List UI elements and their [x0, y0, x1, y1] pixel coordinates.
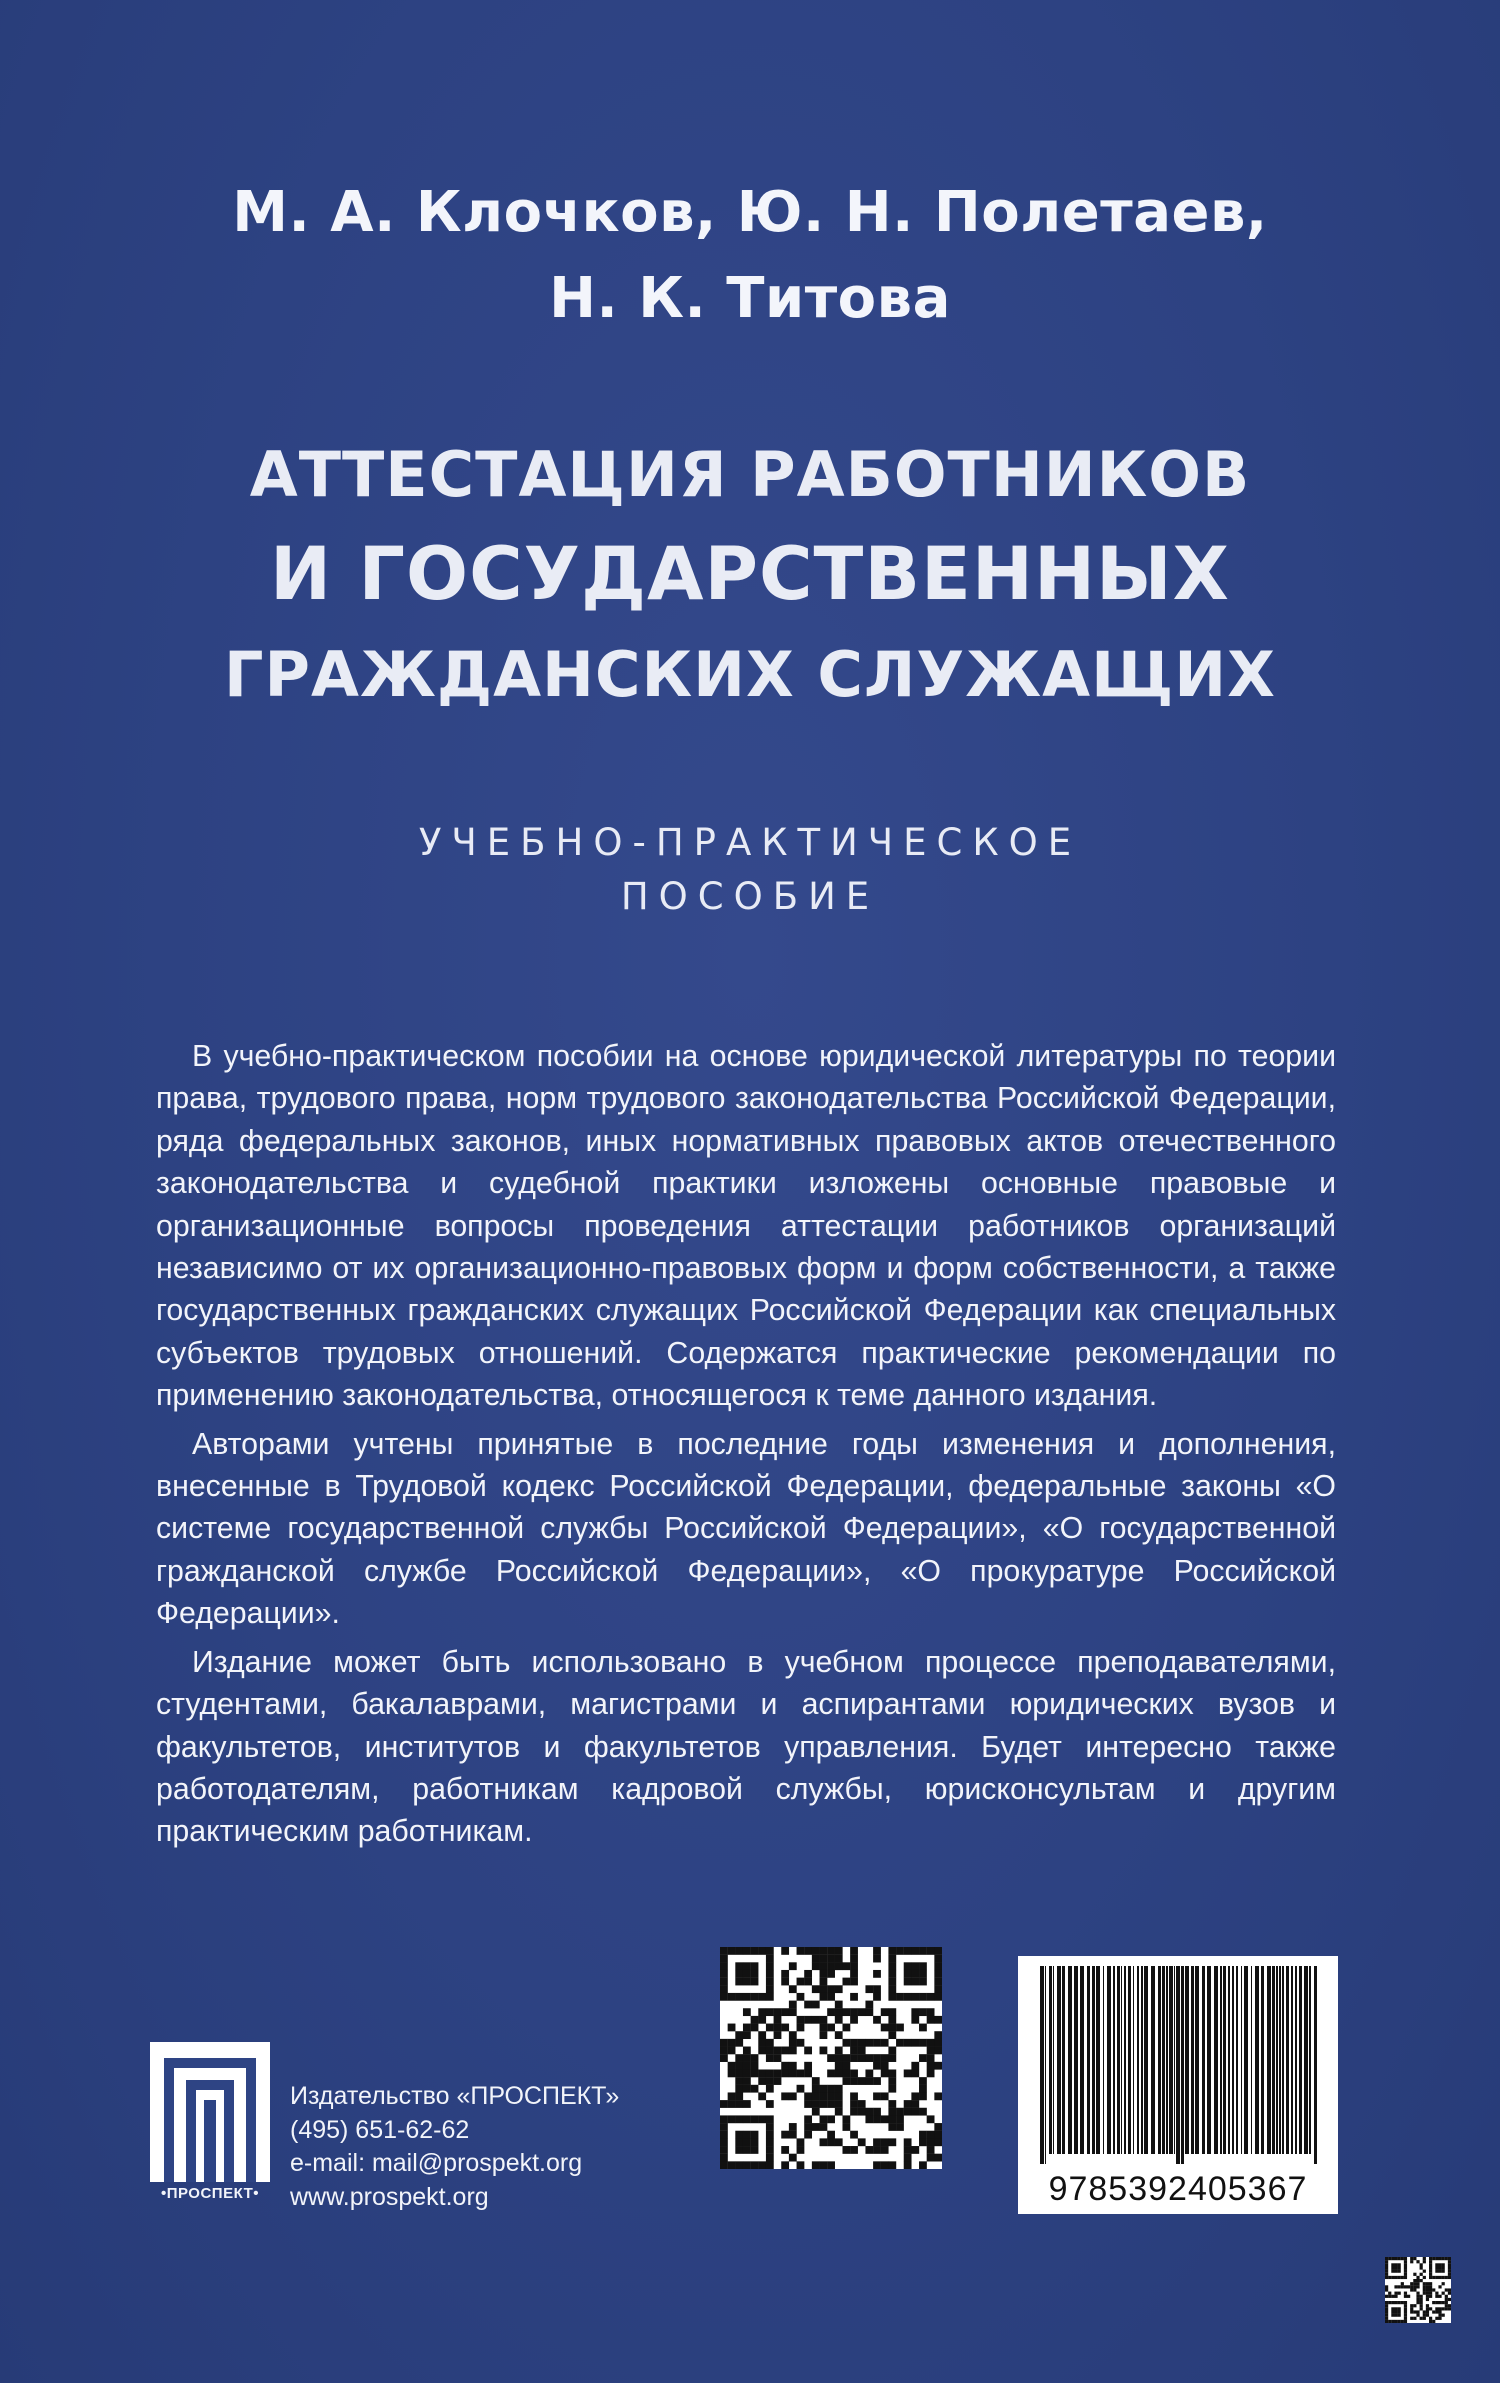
- book-subtitle: [0, 816, 1500, 924]
- isbn-barcode: [1018, 1956, 1338, 2214]
- publisher-info: [290, 2080, 619, 2214]
- authors-line-2: Н. К. Титова: [549, 266, 951, 331]
- annotation-text: [156, 1036, 1336, 1860]
- publisher-email: e-mail: mail@prospekt.org: [290, 2149, 583, 2177]
- annotation-paragraph-3: Издание может быть использовано в учебном процессе преподавателями, студентами, бакалаврами, магистрами и аспирантами юридических вузов и факультетов, институтов и факультетов управления. Будет интересно также работодателям, работникам кадровой службы, юрисконсультам и другим практическим работникам.: [156, 1645, 1336, 1849]
- publisher-name: Издательство «ПРОСПЕКТ»: [290, 2082, 620, 2110]
- publisher-phone: (495) 651-62-62: [290, 2115, 470, 2144]
- title-line-1: АТТЕСТАЦИЯ РАБОТНИКОВ: [249, 438, 1251, 511]
- subtitle-line-2: ПОСОБИЕ: [620, 875, 880, 918]
- subtitle-line-1: УЧЕБНО-ПРАКТИЧЕСКОЕ: [418, 821, 1082, 864]
- logo-caption: •ПРОСПЕКТ•: [160, 2185, 260, 2202]
- title-line-2: И ГОСУДАРСТВЕННЫХ: [270, 532, 1230, 617]
- publisher-website: www.prospekt.org: [290, 2182, 489, 2211]
- qr-code-icon: [720, 1947, 942, 2169]
- isbn-digits: 9785392405367: [1048, 2170, 1308, 2208]
- authors: [0, 170, 1500, 342]
- annotation-paragraph-1: В учебно-практическом пособии на основе юридической литературы по теории права, трудового права, норм трудового законодательства Российской Федерации, ряда федеральных законов, иных нормативных правовых актов отечественного законодательства и судебной практики изложены основные правовые и организационные вопросы проведения аттестации работников организаций независимо от их организационно-правовых форм и форм собственности, а также государственных гражданских служащих Российской Федерации как специальных субъектов трудовых отношений. Содержатся практические рекомендации по применению законодательства, относящегося к теме данного издания.: [156, 1040, 1336, 1413]
- authors-line-1: М. А. Клочков, Ю. Н. Полетаев,: [232, 180, 1268, 245]
- annotation-paragraph-2: Авторами учтены принятые в последние годы изменения и дополнения, внесенные в Трудовой кодекс Российской Федерации, федеральные законы «О системе государственной службы Российской Федерации», «О государственной гражданской службе Российской Федерации», «О прокуратуре Российской Федерации».: [156, 1427, 1336, 1631]
- small-qr-code-icon: [1385, 2257, 1451, 2323]
- book-title: [0, 425, 1500, 725]
- title-line-3: ГРАЖДАНСКИХ СЛУЖАЩИХ: [224, 638, 1276, 711]
